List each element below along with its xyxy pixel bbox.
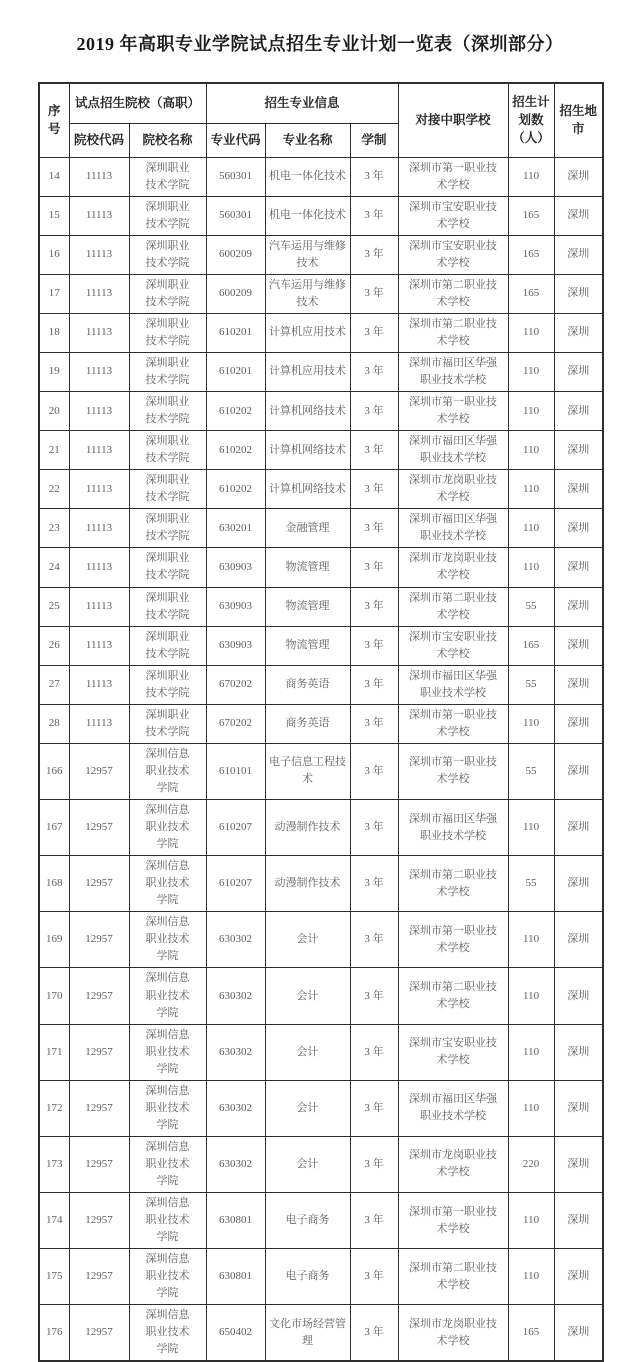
cell-linked-school: 深圳市第二职业技术学校 (398, 587, 508, 626)
cell-major-name: 动漫制作技术 (265, 800, 350, 856)
cell-duration: 3 年 (350, 856, 398, 912)
cell-serial: 19 (39, 352, 69, 391)
table-row (39, 1080, 603, 1136)
header-college-group: 试点招生院校（高职） (69, 83, 206, 123)
cell-college-code: 12957 (69, 1024, 129, 1080)
cell-city: 深圳 (554, 352, 603, 391)
cell-major-name: 电子信息工程技术 (265, 743, 350, 799)
table-row (39, 1305, 603, 1362)
cell-linked-school: 深圳市第二职业技术学校 (398, 1249, 508, 1305)
cell-college-name: 深圳信息职业技术学院 (129, 1024, 206, 1080)
cell-city: 深圳 (554, 235, 603, 274)
cell-linked-school: 深圳市福田区华强职业技术学校 (398, 431, 508, 470)
cell-plan-count: 165 (508, 196, 554, 235)
cell-plan-count: 110 (508, 352, 554, 391)
cell-major-name: 机电一体化技术 (265, 157, 350, 196)
cell-college-name: 深圳职业技术学院 (129, 509, 206, 548)
cell-college-code: 12957 (69, 743, 129, 799)
cell-major-name: 物流管理 (265, 548, 350, 587)
cell-linked-school: 深圳市宝安职业技术学校 (398, 626, 508, 665)
cell-major-code: 610207 (206, 800, 265, 856)
cell-major-name: 机电一体化技术 (265, 196, 350, 235)
cell-major-code: 610202 (206, 470, 265, 509)
table-row (39, 157, 603, 196)
table-row (39, 800, 603, 856)
cell-duration: 3 年 (350, 626, 398, 665)
cell-college-code: 11113 (69, 548, 129, 587)
cell-city: 深圳 (554, 856, 603, 912)
cell-plan-count: 110 (508, 1080, 554, 1136)
table-row (39, 313, 603, 352)
cell-college-code: 12957 (69, 912, 129, 968)
cell-plan-count: 110 (508, 704, 554, 743)
cell-college-code: 11113 (69, 392, 129, 431)
cell-college-name: 深圳职业技术学院 (129, 431, 206, 470)
cell-serial: 27 (39, 665, 69, 704)
cell-linked-school: 深圳市第一职业技术学校 (398, 704, 508, 743)
cell-city: 深圳 (554, 1080, 603, 1136)
header-serial: 序号 (39, 83, 69, 157)
cell-linked-school: 深圳市第二职业技术学校 (398, 313, 508, 352)
cell-linked-school: 深圳市福田区华强职业技术学校 (398, 1080, 508, 1136)
cell-duration: 3 年 (350, 157, 398, 196)
cell-linked-school: 深圳市第一职业技术学校 (398, 743, 508, 799)
cell-duration: 3 年 (350, 392, 398, 431)
table-row (39, 509, 603, 548)
cell-linked-school: 深圳市宝安职业技术学校 (398, 235, 508, 274)
cell-major-code: 610201 (206, 352, 265, 391)
cell-duration: 3 年 (350, 548, 398, 587)
cell-major-name: 商务英语 (265, 704, 350, 743)
cell-duration: 3 年 (350, 1249, 398, 1305)
cell-major-code: 630302 (206, 912, 265, 968)
cell-city: 深圳 (554, 196, 603, 235)
cell-duration: 3 年 (350, 1024, 398, 1080)
cell-linked-school: 深圳市龙岗职业技术学校 (398, 1136, 508, 1192)
cell-serial: 24 (39, 548, 69, 587)
cell-city: 深圳 (554, 743, 603, 799)
cell-city: 深圳 (554, 704, 603, 743)
cell-city: 深圳 (554, 587, 603, 626)
cell-college-code: 12957 (69, 856, 129, 912)
cell-major-code: 630302 (206, 968, 265, 1024)
cell-duration: 3 年 (350, 352, 398, 391)
cell-college-name: 深圳信息职业技术学院 (129, 1136, 206, 1192)
page-title: 2019 年高职专业学院试点招生专业计划一览表（深圳部分） (76, 34, 564, 54)
cell-major-code: 610101 (206, 743, 265, 799)
cell-linked-school: 深圳市福田区华强职业技术学校 (398, 509, 508, 548)
cell-plan-count: 110 (508, 509, 554, 548)
cell-major-name: 会计 (265, 968, 350, 1024)
cell-duration: 3 年 (350, 1080, 398, 1136)
cell-major-code: 600209 (206, 274, 265, 313)
cell-serial: 21 (39, 431, 69, 470)
cell-duration: 3 年 (350, 968, 398, 1024)
cell-plan-count: 110 (508, 157, 554, 196)
cell-major-name: 电子商务 (265, 1249, 350, 1305)
cell-college-name: 深圳职业技术学院 (129, 157, 206, 196)
cell-serial: 25 (39, 587, 69, 626)
table-row (39, 548, 603, 587)
table-row (39, 968, 603, 1024)
cell-major-name: 动漫制作技术 (265, 856, 350, 912)
table-row (39, 196, 603, 235)
cell-major-name: 会计 (265, 912, 350, 968)
cell-duration: 3 年 (350, 912, 398, 968)
cell-city: 深圳 (554, 274, 603, 313)
header-duration: 学制 (350, 123, 398, 157)
cell-college-name: 深圳职业技术学院 (129, 235, 206, 274)
cell-major-code: 560301 (206, 157, 265, 196)
cell-serial: 171 (39, 1024, 69, 1080)
cell-serial: 167 (39, 800, 69, 856)
table-row (39, 1024, 603, 1080)
cell-major-name: 会计 (265, 1024, 350, 1080)
cell-major-name: 金融管理 (265, 509, 350, 548)
cell-major-name: 会计 (265, 1080, 350, 1136)
cell-city: 深圳 (554, 431, 603, 470)
cell-major-code: 630302 (206, 1136, 265, 1192)
table-header (39, 83, 603, 157)
cell-major-code: 670202 (206, 665, 265, 704)
cell-college-code: 12957 (69, 968, 129, 1024)
cell-duration: 3 年 (350, 665, 398, 704)
cell-major-code: 600209 (206, 235, 265, 274)
cell-linked-school: 深圳市第一职业技术学校 (398, 912, 508, 968)
header-major-group: 招生专业信息 (206, 83, 398, 123)
table-row (39, 352, 603, 391)
cell-serial: 14 (39, 157, 69, 196)
cell-college-code: 11113 (69, 665, 129, 704)
cell-city: 深圳 (554, 665, 603, 704)
table-row (39, 1193, 603, 1249)
cell-city: 深圳 (554, 800, 603, 856)
cell-plan-count: 55 (508, 743, 554, 799)
cell-serial: 166 (39, 743, 69, 799)
cell-linked-school: 深圳市福田区华强职业技术学校 (398, 665, 508, 704)
cell-linked-school: 深圳市龙岗职业技术学校 (398, 470, 508, 509)
cell-college-code: 11113 (69, 509, 129, 548)
table-row (39, 470, 603, 509)
cell-major-code: 610202 (206, 431, 265, 470)
cell-linked-school: 深圳市第一职业技术学校 (398, 392, 508, 431)
cell-college-code: 11113 (69, 157, 129, 196)
cell-college-code: 12957 (69, 1080, 129, 1136)
cell-city: 深圳 (554, 313, 603, 352)
cell-major-code: 630201 (206, 509, 265, 548)
cell-duration: 3 年 (350, 274, 398, 313)
header-city: 招生地市 (554, 83, 603, 157)
cell-serial: 168 (39, 856, 69, 912)
cell-major-code: 650402 (206, 1305, 265, 1362)
cell-college-code: 11113 (69, 235, 129, 274)
cell-duration: 3 年 (350, 587, 398, 626)
header-major-code: 专业代码 (206, 123, 265, 157)
cell-linked-school: 深圳市宝安职业技术学校 (398, 196, 508, 235)
cell-college-name: 深圳职业技术学院 (129, 548, 206, 587)
cell-plan-count: 110 (508, 800, 554, 856)
cell-city: 深圳 (554, 1136, 603, 1192)
table-row (39, 704, 603, 743)
header-major-name: 专业名称 (265, 123, 350, 157)
cell-linked-school: 深圳市第一职业技术学校 (398, 1193, 508, 1249)
table-row (39, 743, 603, 799)
cell-major-name: 会计 (265, 1136, 350, 1192)
cell-major-code: 610201 (206, 313, 265, 352)
cell-plan-count: 110 (508, 470, 554, 509)
cell-major-code: 560301 (206, 196, 265, 235)
cell-duration: 3 年 (350, 509, 398, 548)
cell-serial: 170 (39, 968, 69, 1024)
cell-college-code: 12957 (69, 800, 129, 856)
table-row (39, 274, 603, 313)
cell-college-code: 12957 (69, 1193, 129, 1249)
cell-major-name: 汽车运用与维修技术 (265, 235, 350, 274)
cell-major-code: 630302 (206, 1024, 265, 1080)
cell-college-name: 深圳职业技术学院 (129, 274, 206, 313)
cell-city: 深圳 (554, 392, 603, 431)
table-row (39, 912, 603, 968)
cell-duration: 3 年 (350, 431, 398, 470)
cell-plan-count: 165 (508, 626, 554, 665)
cell-major-name: 计算机网络技术 (265, 392, 350, 431)
cell-major-code: 630302 (206, 1080, 265, 1136)
cell-college-name: 深圳信息职业技术学院 (129, 800, 206, 856)
cell-college-name: 深圳职业技术学院 (129, 313, 206, 352)
cell-college-code: 11113 (69, 274, 129, 313)
cell-plan-count: 110 (508, 1024, 554, 1080)
cell-linked-school: 深圳市龙岗职业技术学校 (398, 1305, 508, 1362)
cell-college-code: 12957 (69, 1136, 129, 1192)
cell-city: 深圳 (554, 509, 603, 548)
cell-college-name: 深圳信息职业技术学院 (129, 1249, 206, 1305)
header-linked-school: 对接中职学校 (398, 83, 508, 157)
cell-plan-count: 110 (508, 912, 554, 968)
cell-city: 深圳 (554, 968, 603, 1024)
cell-major-name: 计算机网络技术 (265, 470, 350, 509)
cell-serial: 23 (39, 509, 69, 548)
cell-duration: 3 年 (350, 800, 398, 856)
cell-plan-count: 55 (508, 665, 554, 704)
table-row (39, 856, 603, 912)
cell-plan-count: 165 (508, 1305, 554, 1362)
cell-college-code: 12957 (69, 1249, 129, 1305)
cell-duration: 3 年 (350, 235, 398, 274)
cell-college-code: 11113 (69, 196, 129, 235)
cell-serial: 176 (39, 1305, 69, 1362)
cell-city: 深圳 (554, 157, 603, 196)
cell-serial: 22 (39, 470, 69, 509)
cell-college-code: 11113 (69, 431, 129, 470)
cell-serial: 174 (39, 1193, 69, 1249)
cell-city: 深圳 (554, 1193, 603, 1249)
cell-major-code: 610202 (206, 392, 265, 431)
cell-college-code: 11113 (69, 313, 129, 352)
cell-duration: 3 年 (350, 704, 398, 743)
cell-plan-count: 110 (508, 968, 554, 1024)
cell-plan-count: 110 (508, 1249, 554, 1305)
header-plan-count: 招生计划数（人） (508, 83, 554, 157)
cell-linked-school: 深圳市第二职业技术学校 (398, 856, 508, 912)
cell-major-name: 计算机网络技术 (265, 431, 350, 470)
cell-major-code: 670202 (206, 704, 265, 743)
cell-linked-school: 深圳市龙岗职业技术学校 (398, 548, 508, 587)
cell-city: 深圳 (554, 1024, 603, 1080)
cell-major-name: 计算机应用技术 (265, 313, 350, 352)
cell-college-name: 深圳职业技术学院 (129, 665, 206, 704)
cell-linked-school: 深圳市宝安职业技术学校 (398, 1024, 508, 1080)
cell-plan-count: 110 (508, 1193, 554, 1249)
cell-college-name: 深圳信息职业技术学院 (129, 743, 206, 799)
cell-linked-school: 深圳市福田区华强职业技术学校 (398, 800, 508, 856)
cell-duration: 3 年 (350, 1136, 398, 1192)
cell-major-name: 物流管理 (265, 587, 350, 626)
table-row (39, 431, 603, 470)
cell-college-name: 深圳职业技术学院 (129, 392, 206, 431)
table-row (39, 665, 603, 704)
cell-plan-count: 110 (508, 392, 554, 431)
cell-city: 深圳 (554, 626, 603, 665)
cell-serial: 175 (39, 1249, 69, 1305)
cell-college-name: 深圳职业技术学院 (129, 626, 206, 665)
cell-serial: 18 (39, 313, 69, 352)
cell-duration: 3 年 (350, 470, 398, 509)
cell-plan-count: 55 (508, 587, 554, 626)
enrollment-plan-table (38, 82, 604, 1362)
cell-college-code: 11113 (69, 352, 129, 391)
cell-serial: 17 (39, 274, 69, 313)
table-row (39, 235, 603, 274)
enrollment-table-container (38, 82, 604, 1362)
cell-major-name: 商务英语 (265, 665, 350, 704)
cell-college-name: 深圳信息职业技术学院 (129, 856, 206, 912)
cell-major-code: 610207 (206, 856, 265, 912)
cell-plan-count: 110 (508, 313, 554, 352)
cell-college-name: 深圳信息职业技术学院 (129, 912, 206, 968)
table-body (39, 157, 603, 1361)
cell-serial: 26 (39, 626, 69, 665)
cell-major-code: 630903 (206, 587, 265, 626)
cell-serial: 20 (39, 392, 69, 431)
cell-college-code: 11113 (69, 626, 129, 665)
table-row (39, 1136, 603, 1192)
cell-linked-school: 深圳市第二职业技术学校 (398, 274, 508, 313)
cell-college-name: 深圳职业技术学院 (129, 587, 206, 626)
cell-city: 深圳 (554, 470, 603, 509)
cell-city: 深圳 (554, 912, 603, 968)
cell-serial: 172 (39, 1080, 69, 1136)
cell-college-code: 11113 (69, 704, 129, 743)
cell-duration: 3 年 (350, 1305, 398, 1362)
cell-plan-count: 110 (508, 548, 554, 587)
cell-serial: 28 (39, 704, 69, 743)
cell-linked-school: 深圳市福田区华强职业技术学校 (398, 352, 508, 391)
cell-plan-count: 165 (508, 235, 554, 274)
header-college-name: 院校名称 (129, 123, 206, 157)
cell-college-code: 11113 (69, 587, 129, 626)
cell-plan-count: 220 (508, 1136, 554, 1192)
cell-linked-school: 深圳市第一职业技术学校 (398, 157, 508, 196)
cell-major-name: 电子商务 (265, 1193, 350, 1249)
header-college-code: 院校代码 (69, 123, 129, 157)
cell-major-code: 630903 (206, 626, 265, 665)
cell-college-name: 深圳职业技术学院 (129, 352, 206, 391)
cell-city: 深圳 (554, 548, 603, 587)
cell-college-name: 深圳信息职业技术学院 (129, 1080, 206, 1136)
cell-college-name: 深圳职业技术学院 (129, 704, 206, 743)
cell-major-code: 630903 (206, 548, 265, 587)
cell-major-name: 汽车运用与维修技术 (265, 274, 350, 313)
table-row (39, 587, 603, 626)
cell-serial: 173 (39, 1136, 69, 1192)
cell-college-code: 12957 (69, 1305, 129, 1362)
cell-serial: 16 (39, 235, 69, 274)
cell-major-name: 计算机应用技术 (265, 352, 350, 391)
cell-college-code: 11113 (69, 470, 129, 509)
cell-duration: 3 年 (350, 1193, 398, 1249)
cell-duration: 3 年 (350, 196, 398, 235)
cell-college-name: 深圳信息职业技术学院 (129, 1193, 206, 1249)
cell-duration: 3 年 (350, 313, 398, 352)
cell-serial: 169 (39, 912, 69, 968)
cell-city: 深圳 (554, 1249, 603, 1305)
table-row (39, 1249, 603, 1305)
cell-college-name: 深圳职业技术学院 (129, 470, 206, 509)
cell-major-name: 文化市场经营管理 (265, 1305, 350, 1362)
table-row (39, 626, 603, 665)
cell-major-code: 630801 (206, 1249, 265, 1305)
cell-plan-count: 165 (508, 274, 554, 313)
cell-college-name: 深圳信息职业技术学院 (129, 968, 206, 1024)
cell-college-name: 深圳职业技术学院 (129, 196, 206, 235)
cell-college-name: 深圳信息职业技术学院 (129, 1305, 206, 1362)
cell-plan-count: 110 (508, 431, 554, 470)
cell-major-code: 630801 (206, 1193, 265, 1249)
cell-plan-count: 55 (508, 856, 554, 912)
cell-city: 深圳 (554, 1305, 603, 1362)
cell-duration: 3 年 (350, 743, 398, 799)
cell-major-name: 物流管理 (265, 626, 350, 665)
table-row (39, 392, 603, 431)
cell-serial: 15 (39, 196, 69, 235)
cell-linked-school: 深圳市第二职业技术学校 (398, 968, 508, 1024)
